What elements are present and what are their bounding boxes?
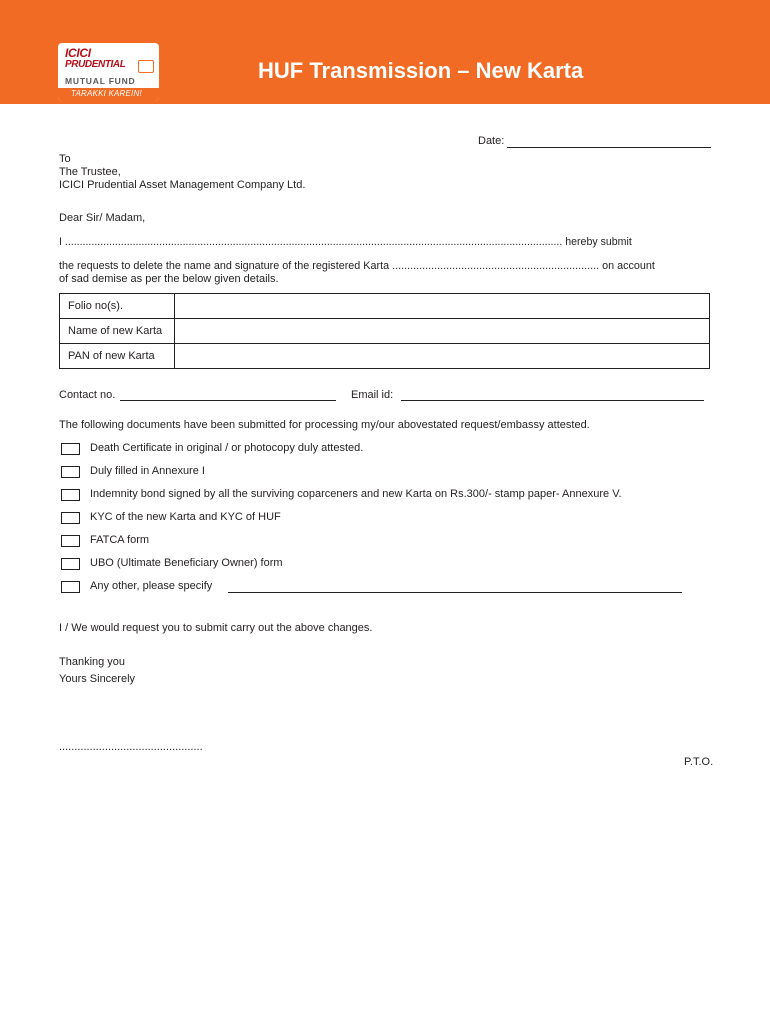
any-other-field[interactable]	[228, 592, 682, 593]
ubo-checkbox[interactable]	[61, 558, 80, 570]
any-other-label: Any other, please specify	[90, 580, 213, 592]
ubo-label: UBO (Ultimate Beneficiary Owner) form	[90, 557, 283, 569]
logo-tagline: TARAKKI KAREIN!	[71, 89, 142, 98]
logo-line-icici: ICICI	[65, 46, 91, 60]
table-row	[60, 344, 710, 369]
indemnity-bond-checkbox[interactable]	[61, 489, 80, 501]
address-line-trustee: The Trustee,	[59, 166, 121, 178]
contact-field[interactable]	[120, 400, 336, 401]
fatca-checkbox[interactable]	[61, 535, 80, 547]
kyc-checkbox[interactable]	[61, 512, 80, 524]
logo-line-prudential: PRUDENTIAL	[65, 59, 126, 70]
annexure-one-label: Duly filled in Annexure I	[90, 465, 205, 477]
kyc-label: KYC of the new Karta and KYC of HUF	[90, 511, 281, 523]
signature-line[interactable]: ...............................................	[59, 741, 203, 753]
death-certificate-checkbox[interactable]	[61, 443, 80, 455]
documents-intro: The following documents have been submitted for processing my/our abovestated request/embassy attested.	[59, 419, 590, 431]
table-row	[60, 319, 710, 344]
salutation: Dear Sir/ Madam,	[59, 212, 146, 224]
any-other-checkbox[interactable]	[61, 581, 80, 593]
new-karta-name-label: Name of new Karta	[60, 319, 175, 344]
date-label: Date:	[478, 135, 505, 147]
declaration-name-line[interactable]: I ......................................................................................................................................................................... hereby submit	[59, 236, 632, 248]
header-banner	[0, 0, 770, 104]
logo-line-mutual-fund: MUTUAL FUND	[65, 76, 136, 86]
annexure-one-checkbox[interactable]	[61, 466, 80, 478]
logo-tagline-strip	[58, 88, 159, 101]
new-karta-name-input[interactable]	[175, 319, 710, 344]
email-field[interactable]	[401, 400, 704, 401]
new-karta-pan-label: PAN of new Karta	[60, 344, 175, 369]
address-line-to: To	[59, 153, 71, 165]
address-line-company: ICICI Prudential Asset Management Company Ltd.	[59, 179, 306, 191]
declaration-demise-line: of sad demise as per the below given details.	[59, 273, 279, 285]
contact-label: Contact no.	[59, 389, 116, 401]
folio-input[interactable]	[175, 294, 710, 319]
thanks-text: Thanking you	[59, 656, 126, 668]
closing-text: Yours Sincerely	[59, 673, 136, 685]
logo-emblem-icon	[138, 60, 154, 73]
icici-prudential-logo	[58, 43, 159, 101]
karta-details-table	[59, 293, 710, 369]
folio-label: Folio no(s).	[60, 294, 175, 319]
pto-label: P.T.O.	[684, 756, 714, 768]
fatca-label: FATCA form	[90, 534, 150, 546]
page-title: HUF Transmission – New Karta	[258, 58, 584, 83]
death-certificate-label: Death Certificate in original / or photocopy duly attested.	[90, 442, 364, 454]
new-karta-pan-input[interactable]	[175, 344, 710, 369]
indemnity-bond-label: Indemnity bond signed by all the surviving coparceners and new Karta on Rs.300/- stamp paper- Annexure V.	[90, 488, 622, 500]
declaration-karta-line[interactable]: the requests to delete the name and signature of the registered Karta ..................................................................... on account	[59, 260, 655, 272]
date-field[interactable]	[507, 147, 711, 148]
email-label: Email id:	[351, 389, 394, 401]
table-row	[60, 294, 710, 319]
request-text: I / We would request you to submit carry out the above changes.	[59, 622, 373, 634]
